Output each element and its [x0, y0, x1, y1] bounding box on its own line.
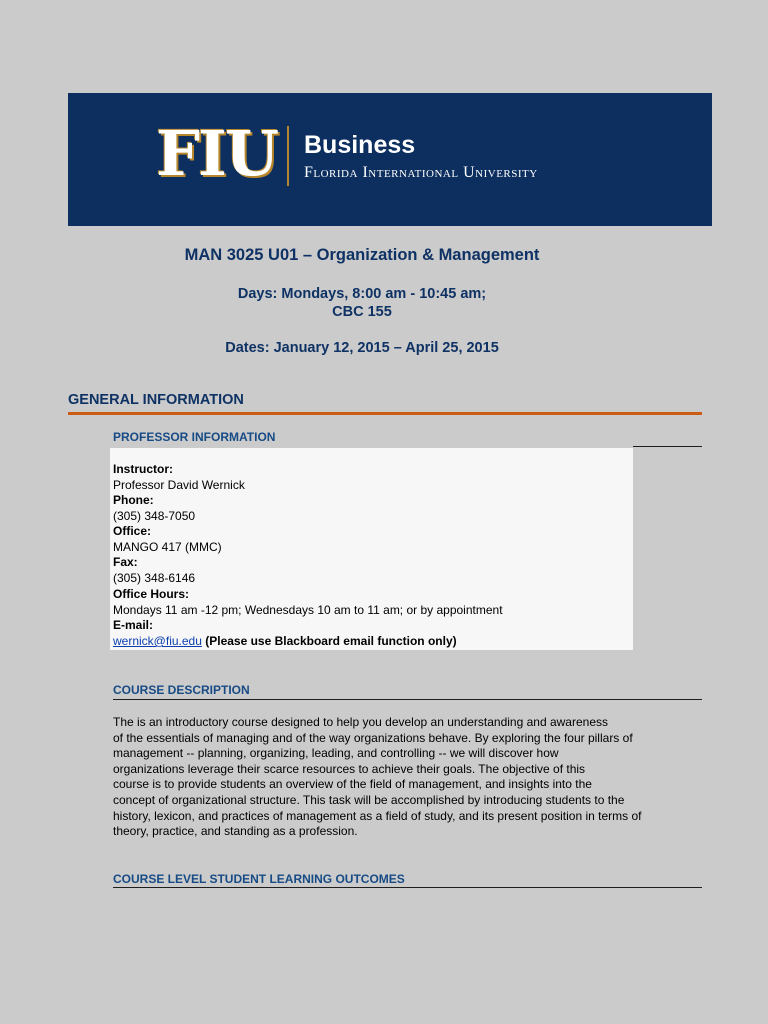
- description-line: theory, practice, and standing as a profession.: [113, 824, 358, 839]
- email-label: E-mail:: [113, 618, 154, 632]
- general-information-heading: GENERAL INFORMATION: [68, 392, 244, 408]
- office-location: MANGO 417 (MMC): [113, 540, 222, 554]
- instructor-name: Professor David Wernick: [113, 478, 245, 492]
- phone-label: Phone:: [113, 493, 154, 507]
- outcomes-rule: [113, 887, 702, 888]
- description-rule: [113, 699, 702, 700]
- office-hours: Mondays 11 am -12 pm; Wednesdays 10 am to 11 am; or by appointment: [113, 603, 503, 617]
- course-dates: Dates: January 12, 2015 – April 25, 2015: [225, 340, 499, 356]
- course-description-text: [113, 715, 713, 840]
- professor-info-box: [110, 448, 633, 650]
- fax-number: (305) 348-6146: [113, 571, 196, 585]
- professor-information-heading: PROFESSOR INFORMATION: [113, 430, 276, 444]
- email-link[interactable]: wernick@fiu.edu: [113, 634, 202, 648]
- course-description-heading: COURSE DESCRIPTION: [113, 683, 250, 697]
- office-label: Office:: [113, 524, 152, 538]
- course-title: MAN 3025 U01 – Organization & Management: [184, 246, 540, 264]
- logo-business-text: Business: [304, 131, 416, 159]
- email-note: (Please use Blackboard email function only): [205, 634, 457, 648]
- description-line: concept of organizational structure. This task will be accomplished by introducing students to the: [113, 792, 625, 807]
- logo-university-name: Florida International University: [304, 164, 538, 181]
- description-line: The is an introductory course designed to help you develop an understanding and awareness: [113, 715, 608, 729]
- description-line: management -- planning, organizing, leading, and controlling -- we will discover how: [113, 746, 559, 761]
- logo-divider: [287, 126, 289, 186]
- professor-rule: [633, 446, 702, 447]
- section-divider: [68, 412, 702, 415]
- course-room: CBC 155: [332, 304, 392, 320]
- email-row: [113, 634, 457, 650]
- fax-label: Fax:: [113, 555, 138, 569]
- phone-number: (305) 348-7050: [113, 509, 196, 523]
- description-line: of the essentials of managing and of the way organizations behave. By exploring the four pillars of: [113, 730, 633, 745]
- office-hours-label: Office Hours:: [113, 587, 190, 601]
- description-line: course is to provide students an overview of the field of management, and insights into the: [113, 777, 592, 792]
- fiu-business-banner: [68, 93, 712, 226]
- description-line: history, lexicon, and practices of management as a field of study, and its present position in terms of: [113, 808, 642, 823]
- instructor-label: Instructor:: [113, 462, 173, 476]
- learning-outcomes-heading: COURSE LEVEL STUDENT LEARNING OUTCOMES: [113, 872, 405, 886]
- description-line: organizations leverage their scarce resources to achieve their goals. The objective of this: [113, 761, 586, 776]
- fiu-logo: FIU: [156, 117, 278, 190]
- course-days: Days: Mondays, 8:00 am - 10:45 am;: [237, 286, 487, 302]
